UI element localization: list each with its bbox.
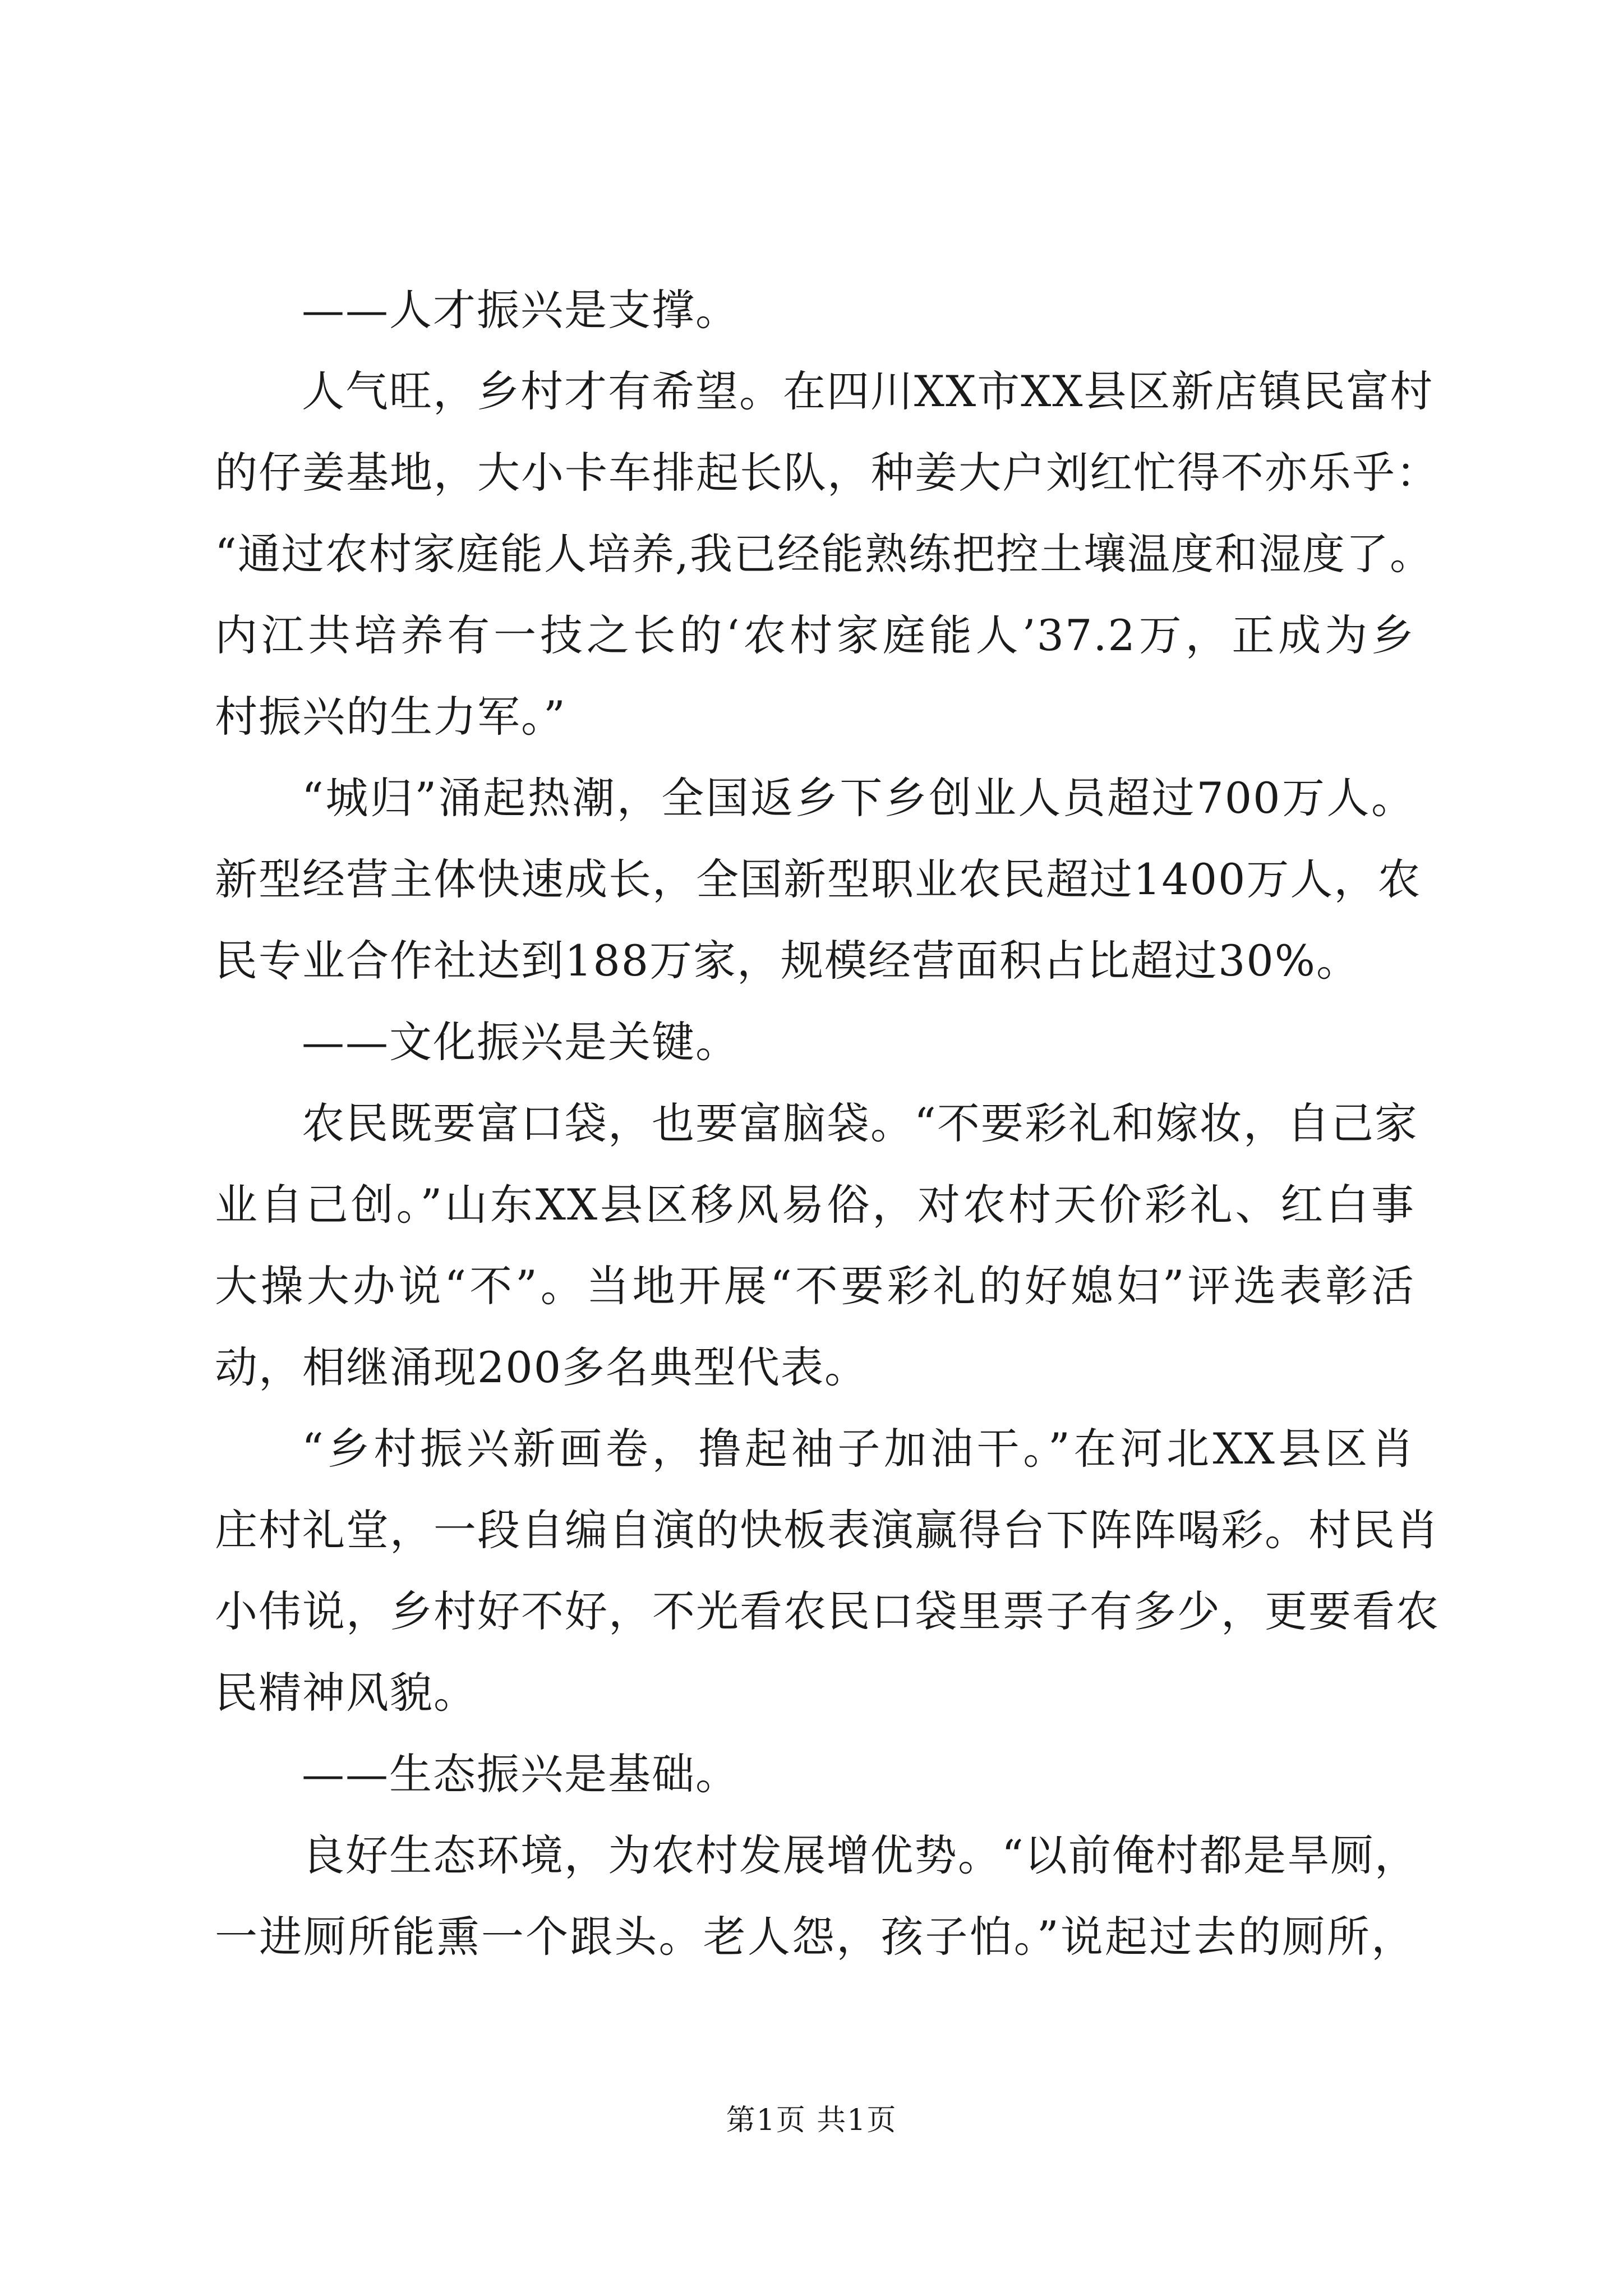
- paragraph-line: “乡村振兴新画卷，撸起袖子加油干。”在河北XX县区肖: [302, 1424, 1415, 1474]
- paragraph-line: 民精神风貌。: [215, 1668, 477, 1718]
- document-body: [215, 269, 1440, 1977]
- section-heading: ——文化振兴是关键。: [302, 1017, 739, 1067]
- paragraph-line: 的仔姜基地，大小卡车排起长队，种姜大户刘红忙得不亦乐乎：: [215, 448, 1440, 498]
- page-footer: [0, 2101, 1623, 2140]
- section-heading: ——生态振兴是基础。: [302, 1749, 739, 1799]
- paragraph-line: 新型经营主体快速成长，全国新型职业农民超过1400万人，农: [215, 854, 1422, 904]
- page-number-label: 第1页 共1页: [726, 2104, 897, 2137]
- paragraph-line: “城归”涌起热潮，全国返乡下乡创业人员超过700万人。: [302, 773, 1415, 823]
- paragraph-line: 庄村礼堂，一段自编自演的快板表演赢得台下阵阵喝彩。村民肖: [215, 1505, 1440, 1555]
- paragraph-line: 村振兴的生力军。”: [215, 692, 566, 742]
- paragraph-line: 良好生态环境，为农村发展增优势。“以前俺村都是旱厕，: [302, 1830, 1418, 1880]
- paragraph-line: 人气旺，乡村才有希望。在四川XX市XX县区新店镇民富村: [302, 366, 1434, 416]
- section-heading: ——人才振兴是支撑。: [302, 285, 739, 335]
- paragraph-line: 业自己创。”山东XX县区移风易俗，对农村天价彩礼、红白事: [215, 1180, 1415, 1230]
- paragraph-line: 动，相继涌现200多名典型代表。: [215, 1342, 869, 1392]
- paragraph-line: 一进厕所能熏一个跟头。老人怨，孩子怕。”说起过去的厕所，: [215, 1912, 1415, 1962]
- paragraph-line: 民专业合作社达到188万家，规模经营面积占比超过30%。: [215, 936, 1360, 986]
- paragraph-line: 大操大办说“不”。当地开展“不要彩礼的好媳妇”评选表彰活: [215, 1261, 1415, 1311]
- paragraph-line: 小伟说，乡村好不好，不光看农民口袋里票子有多少，更要看农: [215, 1586, 1440, 1636]
- paragraph-line: 内江共培养有一技之长的‘农村家庭能人’37.2万，正成为乡: [215, 610, 1415, 660]
- paragraph-line: “通过农村家庭能人培养,我已经能熟练把控土壤温度和湿度了。: [215, 529, 1434, 579]
- paragraph-line: 农民既要富口袋，也要富脑袋。“不要彩礼和嫁妆，自己家: [302, 1098, 1418, 1148]
